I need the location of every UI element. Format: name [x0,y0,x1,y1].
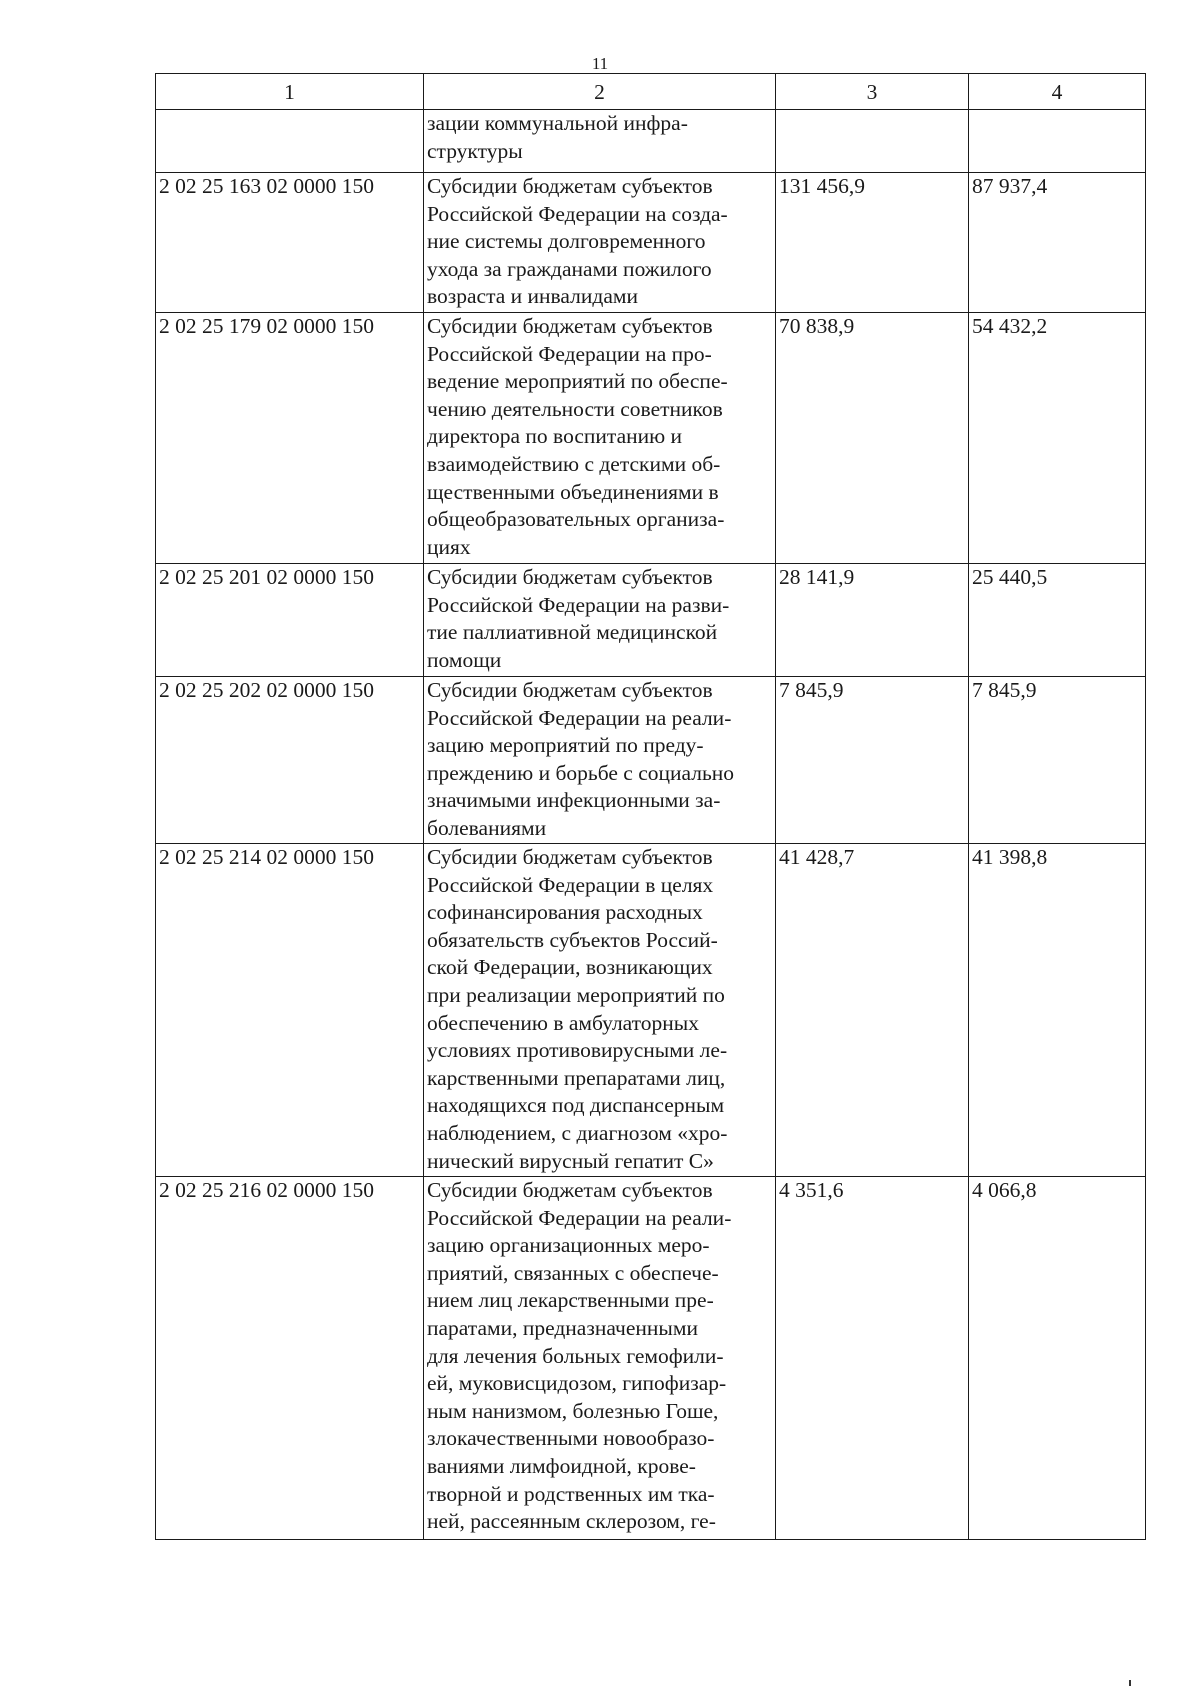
subsidy-description [424,844,776,1177]
table-row [156,173,1146,313]
amount-col4: 87 937,4 [969,173,1146,313]
amount-col3: 4 351,6 [776,1177,969,1540]
table-row [156,110,1146,173]
amount-col4: 25 440,5 [969,564,1146,677]
amount-col3: 70 838,9 [776,313,969,564]
subsidy-description [424,1177,776,1540]
subsidy-description [424,564,776,677]
column-header-4: 4 [969,74,1146,110]
table-row [156,313,1146,564]
budget-code: 2 02 25 202 02 0000 150 [156,677,424,844]
amount-col4: 54 432,2 [969,313,1146,564]
amount-col4: 7 845,9 [969,677,1146,844]
description-text: Субсидии бюджетам субъектов Российской Федерации на реали- зацию мероприятий по преду- преждению и борьбе с социально значимыми инфекционными за- болеваниями [427,678,735,840]
budget-code: 2 02 25 214 02 0000 150 [156,844,424,1177]
description-text: Субсидии бюджетам субъектов Российской Федерации на разви- тие паллиативной медицинской помощи [427,565,730,672]
description-text: зации коммунальной инфра- структуры [427,111,688,163]
table-body [156,110,1146,1540]
amount-col3: 131 456,9 [776,173,969,313]
table-header [156,74,1146,110]
subsidy-description [424,173,776,313]
description-text: Субсидии бюджетам субъектов Российской Федерации на про- ведение мероприятий по обеспе- чению деятельности советников директора по воспитанию и взаимодействию с детскими об- щественными объединениями в общеобразовательных организа- циях [427,314,728,559]
column-header-3: 3 [776,74,969,110]
description-text: Субсидии бюджетам субъектов Российской Федерации в целях софинансирования расходных обязательств субъектов Россий- ской Федерации, возникающих при реализации мероприятий по обеспечению в амбулаторных условиях противовирусными ле- карственными препаратами лиц, находящихся под диспансерным наблюдением, с диагнозом «хро- нический вирусный гепатит С» [427,845,728,1173]
scan-artifact [1129,1680,1131,1686]
column-header-2: 2 [424,74,776,110]
budget-table [155,73,1146,1540]
budget-code [156,110,424,173]
amount-col3: 41 428,7 [776,844,969,1177]
subsidy-description [424,313,776,564]
amount-col3 [776,110,969,173]
budget-code: 2 02 25 163 02 0000 150 [156,173,424,313]
table-row [156,1177,1146,1540]
table-row [156,844,1146,1177]
budget-code: 2 02 25 216 02 0000 150 [156,1177,424,1540]
budget-code: 2 02 25 201 02 0000 150 [156,564,424,677]
amount-col4 [969,110,1146,173]
page-number: 11 [591,54,609,73]
amount-col4: 41 398,8 [969,844,1146,1177]
amount-col3: 7 845,9 [776,677,969,844]
description-text: Субсидии бюджетам субъектов Российской Федерации на созда- ние системы долговременного ухода за гражданами пожилого возраста и инвалидами [427,174,728,309]
header-row [156,74,1146,110]
subsidy-description [424,677,776,844]
column-header-1: 1 [156,74,424,110]
table-row [156,564,1146,677]
budget-code: 2 02 25 179 02 0000 150 [156,313,424,564]
table-row [156,677,1146,844]
description-text: Субсидии бюджетам субъектов Российской Федерации на реали- зацию организационных меро- приятий, связанных с обеспече- нием лиц лекарственными пре- паратами, предназначенными для лечения больных гемофили- ей, муковисцидозом, гипофизар- ным нанизмом, болезнью Гоше, злокачественными новообразо- ваниями лимфоидной, крове- творной и родственных им тка- ней, рассеянным склерозом, ге- [427,1178,732,1534]
amount-col3: 28 141,9 [776,564,969,677]
amount-col4: 4 066,8 [969,1177,1146,1540]
subsidy-description [424,110,776,173]
